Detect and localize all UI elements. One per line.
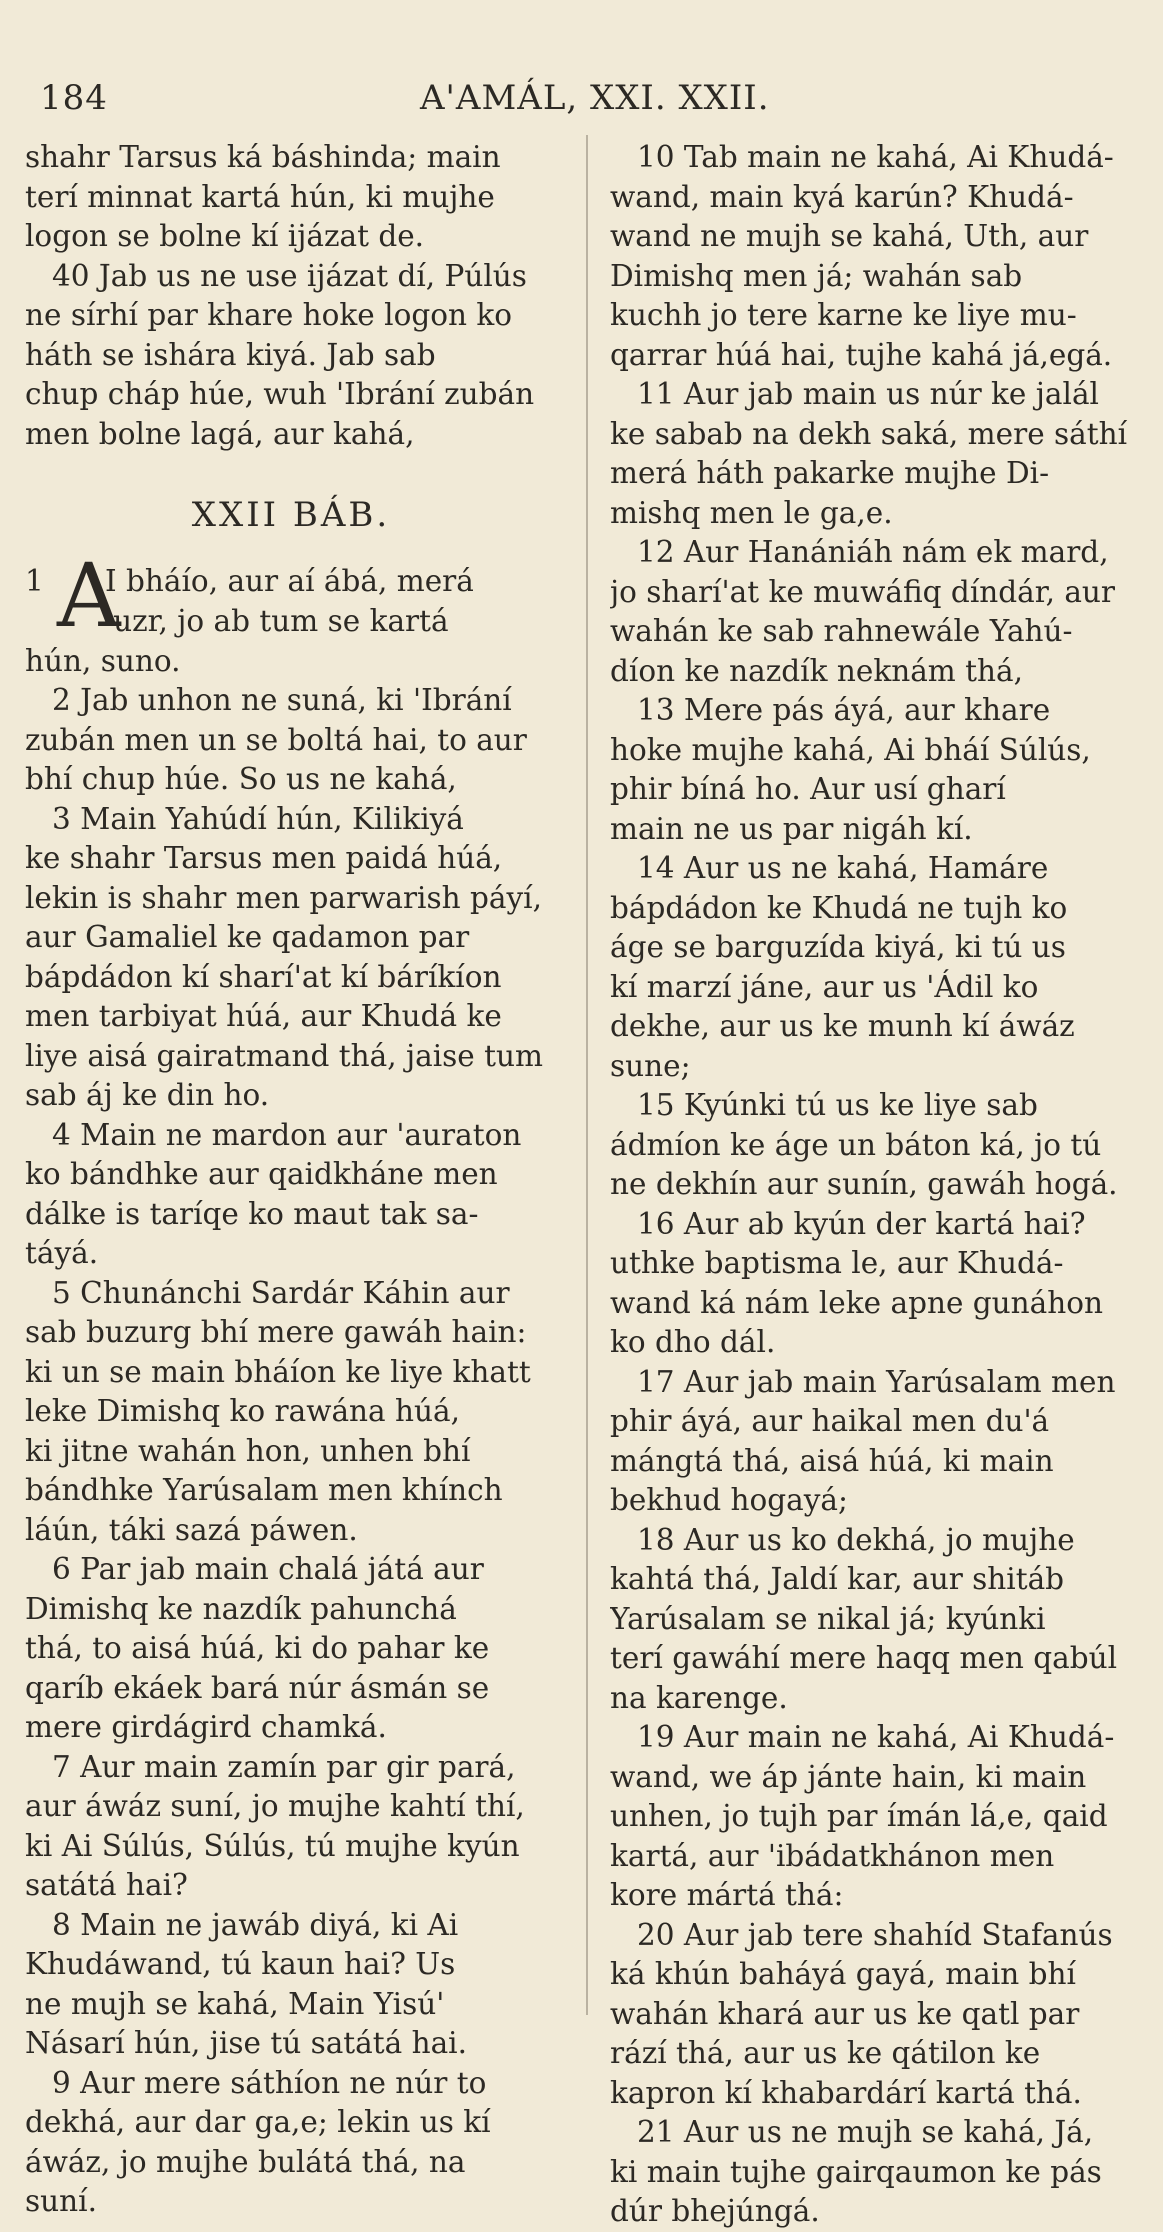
- text-line: ko dho dál.: [610, 1325, 776, 1359]
- text-line: jo sharí'at ke muwáfiq díndár, aur: [610, 574, 1116, 609]
- text-line: bándhke Yarúsalam men khínch: [25, 1473, 503, 1507]
- text-line: ká khún baháyá gayá, main bhí: [610, 1957, 1076, 1991]
- verse-number: 1: [25, 563, 44, 598]
- text-line: 11 Aur jab main us núr ke jalál: [637, 377, 1099, 411]
- text-line: shahr Tarsus ká báshinda; main: [25, 140, 501, 174]
- text-line: kartá, aur 'ibádatkhánon men: [610, 1838, 1055, 1873]
- text-line: thá, to aisá húá, ki do pahar ke: [25, 1631, 490, 1665]
- text-line: hún, suno.: [25, 643, 181, 678]
- text-line: lekin is shahr men parwarish páyí,: [25, 880, 542, 915]
- text-line: 12 Aur Hanániáh nám ek mard,: [637, 535, 1109, 569]
- text-line: wand, main kyá karún? Khudá-: [610, 179, 1074, 214]
- text-line: 19 Aur main ne kahá, Ai Khudá-: [637, 1720, 1115, 1754]
- text-line: wand ká nám leke apne gunáhon: [610, 1285, 1104, 1320]
- text-line: háth se ishára kiyá. Jab sab: [25, 337, 436, 372]
- text-line: ádmíon ke áge un báton ká, jo tú: [610, 1127, 1102, 1162]
- text-line: ki main tujhe gairqaumon ke pás: [610, 2154, 1102, 2189]
- text-line: suní.: [25, 2184, 97, 2218]
- text-line: 'uzr, jo ab tum se kartá: [105, 603, 449, 638]
- text-line: láún, táki sazá páwen.: [25, 1512, 358, 1547]
- text-line: 17 Aur jab main Yarúsalam men: [637, 1364, 1116, 1399]
- text-line: Násarí hún, jise tú satátá hai.: [25, 2026, 467, 2060]
- text-line: sune;: [610, 1048, 691, 1083]
- text-line: Dimishq ke nazdík pahunchá: [25, 1591, 457, 1626]
- text-line: 20 Aur jab tere shahíd Stafanús: [637, 1917, 1113, 1952]
- text-line: terí gawáhí mere haqq men qabúl: [610, 1641, 1118, 1675]
- right-column-text: [610, 138, 1145, 2232]
- text-line: kí marzí jáne, aur us 'Ádil ko: [610, 969, 1039, 1004]
- text-line: leke Dimishq ko rawána húá,: [25, 1394, 460, 1428]
- text-line: ne mujh se kahá, Main Yisú': [25, 1986, 445, 2021]
- text-line: 3 Main Yahúdí hún, Kilikiyá: [52, 801, 464, 836]
- text-line: 16 Aur ab kyún der kartá hai?: [637, 1206, 1086, 1241]
- text-line: satátá hai?: [25, 1868, 188, 1902]
- text-line: hoke mujhe kahá, Ai bháí Súlús,: [610, 732, 1091, 767]
- text-line: chup cháp húe, wuh 'Ibrání zubán: [25, 377, 535, 411]
- text-line: áge se barguzída kiyá, ki tú us: [610, 930, 1066, 964]
- text-line: aur áwáz suní, jo mujhe kahtí thí,: [25, 1789, 525, 1823]
- left-column: [25, 138, 557, 2222]
- text-line: ke sabab na dekh saká, mere sáthí: [610, 416, 1128, 451]
- text-line: ki un se main bháíon ke liye khatt: [25, 1354, 531, 1389]
- text-line: rází thá, aur us ke qátilon ke: [610, 2036, 1041, 2070]
- text-line: Yarúsalam se nikal já; kyúnki: [610, 1601, 1046, 1636]
- text-line: kapron kí khabardárí kartá thá.: [610, 2075, 1082, 2110]
- chapter-heading: XXII BÁB.: [191, 495, 391, 535]
- text-line: kuchh jo tere karne ke liye mu-: [610, 298, 1077, 332]
- text-line: 14 Aur us ne kahá, Hamáre: [637, 851, 1049, 885]
- text-line: I bháío, aur aí ábá, merá: [105, 563, 474, 598]
- text-line: 4 Main ne mardon aur 'auraton: [52, 1117, 522, 1152]
- text-line: dekhe, aur us ke munh kí áwáz: [610, 1009, 1075, 1043]
- text-line: uthke baptisma le, aur Khudá-: [610, 1246, 1064, 1280]
- text-line: merá háth pakarke mujhe Di-: [610, 456, 1050, 490]
- text-line: bápdádon ke Khudá ne tujh ko: [610, 890, 1068, 925]
- running-head: A'AMÁL, XXI. XXII.: [420, 78, 770, 118]
- text-line: wand, we áp jánte hain, ki main: [610, 1759, 1087, 1794]
- text-line: men tarbiyat húá, aur Khudá ke: [25, 999, 502, 1033]
- text-line: 15 Kyúnki tú us ke liye sab: [637, 1088, 1038, 1122]
- column-divider: [586, 135, 588, 2015]
- text-line: 7 Aur main zamín par gir pará,: [52, 1749, 516, 1784]
- text-line: bhí chup húe. So us ne kahá,: [25, 762, 457, 796]
- text-line: 8 Main ne jawáb diyá, ki Ai: [52, 1907, 459, 1942]
- drop-cap-initial: A: [57, 543, 121, 647]
- text-line: 18 Aur us ko dekhá, jo mujhe: [637, 1522, 1075, 1557]
- text-line: men bolne lagá, aur kahá,: [25, 416, 415, 451]
- text-line: 40 Jab us ne use ijázat dí, Púlús: [52, 258, 527, 293]
- text-line: mishq men le ga,e.: [610, 495, 893, 530]
- text-line: díon ke nazdík neknám thá,: [610, 653, 1023, 688]
- text-line: dúr bhejúngá.: [610, 2194, 820, 2228]
- text-line: Khudáwand, tú kaun hai? Us: [25, 1947, 456, 1981]
- text-line: 9 Aur mere sáthíon ne núr to: [52, 2065, 487, 2100]
- text-line: ne sírhí par khare hoke logon ko: [25, 298, 512, 332]
- text-line: 13 Mere pás áyá, aur khare: [637, 693, 1051, 727]
- text-line: liye aisá gairatmand thá, jaise tum: [25, 1038, 543, 1073]
- text-line: 6 Par jab main chalá játá aur: [52, 1552, 484, 1586]
- text-line: main ne us par nigáh kí.: [610, 811, 973, 846]
- text-line: terí minnat kartá hún, ki mujhe: [25, 179, 495, 214]
- text-line: Dimishq men já; wahán sab: [610, 258, 1023, 293]
- left-column-text-bottom: [25, 642, 557, 2222]
- chapter-start: [25, 543, 557, 647]
- text-line: 5 Chunánchi Sardár Káhin aur: [52, 1275, 510, 1310]
- text-line: sab áj ke din ho.: [25, 1078, 270, 1112]
- text-line: dekhá, aur dar ga,e; lekin us kí: [25, 2105, 491, 2139]
- text-line: kahtá thá, Jaldí kar, aur shitáb: [610, 1562, 1065, 1596]
- text-line: ko bándhke aur qaidkháne men: [25, 1157, 498, 1191]
- text-line: 10 Tab main ne kahá, Ai Khudá-: [637, 140, 1114, 174]
- text-line: aur Gamaliel ke qadamon par: [25, 920, 470, 954]
- text-line: táyá.: [25, 1236, 99, 1270]
- text-line: bápdádon kí sharí'at kí báríkíon: [25, 959, 502, 994]
- page-number: 184: [40, 78, 108, 118]
- text-line: logon se bolne kí ijázat de.: [25, 219, 425, 253]
- text-line: mángtá thá, aisá húá, ki main: [610, 1443, 1054, 1478]
- right-column: [610, 138, 1145, 2232]
- text-line: áwáz, jo mujhe bulátá thá, na: [25, 2144, 466, 2179]
- text-line: wand ne mujh se kahá, Uth, aur: [610, 219, 1089, 253]
- text-line: qarrar húá hai, tujhe kahá já,egá.: [610, 337, 1113, 372]
- text-line: ne dekhín aur sunín, gawáh hogá.: [610, 1167, 1118, 1201]
- text-line: mere girdágird chamká.: [25, 1710, 387, 1744]
- text-line: ki jitne wahán hon, unhen bhí: [25, 1433, 471, 1468]
- text-line: ki Ai Súlús, Súlús, tú mujhe kyún: [25, 1828, 520, 1863]
- text-line: 2 Jab unhon ne suná, ki 'Ibrání: [52, 683, 512, 717]
- text-line: 21 Aur us ne mujh se kahá, Já,: [637, 2115, 1094, 2149]
- text-line: sab buzurg bhí mere gawáh hain:: [25, 1315, 527, 1349]
- text-line: phir bíná ho. Aur usí gharí: [610, 772, 1006, 806]
- text-line: qaríb ekáek bará núr ásmán se: [25, 1670, 490, 1705]
- text-line: wahán khará aur us ke qatl par: [610, 1996, 1080, 2031]
- text-line: ke shahr Tarsus men paidá húá,: [25, 841, 503, 875]
- text-line: kore mártá thá:: [610, 1878, 844, 1912]
- text-line: wahán ke sab rahnewále Yahú-: [610, 614, 1073, 648]
- text-line: zubán men un se boltá hai, to aur: [25, 722, 527, 757]
- page-header: [40, 78, 1090, 128]
- left-column-text-top: [25, 138, 557, 454]
- text-line: bekhud hogayá;: [610, 1483, 848, 1517]
- text-line: dálke is taríqe ko maut tak sa-: [25, 1196, 479, 1231]
- text-line: na karenge.: [610, 1680, 788, 1715]
- text-line: unhen, jo tujh par ímán lá,e, qaid: [610, 1799, 1108, 1833]
- text-line: phir áyá, aur haikal men du'á: [610, 1404, 1050, 1438]
